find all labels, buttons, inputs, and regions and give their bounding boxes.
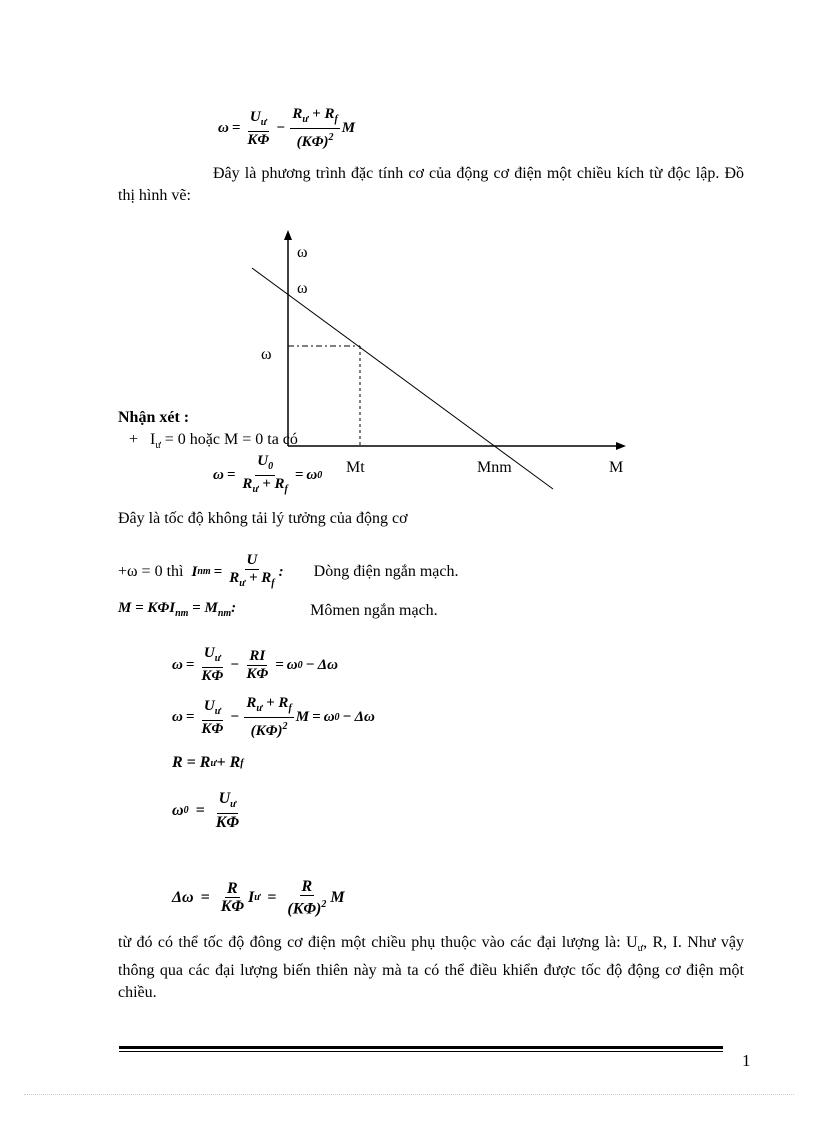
page-edge-dotted-line (24, 1094, 794, 1095)
x-axis-arrow (616, 442, 626, 450)
remark-heading: Nhận xét : (118, 409, 190, 426)
omega0-label: ω (297, 280, 308, 297)
ideal-speed-text: Đây là tốc độ không tải lý tưởng của động cơ (118, 510, 408, 527)
equation-omega0: ω = $\frac{U_0}{R_ư + R_f}$ = ω 0 (213, 453, 323, 495)
equation-2: ω = $\frac{U_ư}{K\Phi}$ − $\frac{R_ư + R_f}{(K\Phi)^2}$ M = ω 0 − Δω (172, 695, 375, 739)
y-axis-label: ω (297, 244, 308, 261)
page-number: 1 (742, 1051, 751, 1070)
short-torque-line: $M = K\Phi I_{nm} = M_{nm}$: Mômen ngắn mạch. (118, 600, 438, 619)
equation-3: R = R ư + R f (172, 754, 244, 771)
footer-rule-thick (119, 1046, 723, 1049)
equation-4: ω 0 = $\frac{U_ư}{K\Phi}$ (172, 790, 239, 832)
equation-1: ω = $\frac{U_ư}{K\Phi}$ − $\frac{RI}{K\Phi}$ = ω 0 − Δω (172, 645, 338, 684)
short-current-line: +ω = 0 thì I nm = $\frac{U}{R_ư + R_f}$ : Dòng điện ngắn mạch. (118, 552, 459, 589)
m-axis-label: M (609, 459, 624, 476)
equation-delta: Δω = $\frac{R}{K\Phi}$ I ư = $\frac{R}{(K\Phi)^2}$ M (172, 878, 345, 918)
speed-torque-graph (240, 228, 640, 490)
remark-item-1: + $I_ư = 0$ hoặc M = 0 ta có (129, 431, 298, 452)
intro-paragraph: Đây là phương trình đặc tính cơ của động cơ điện một chiều kích từ độc lập. Đồ thị hình vẽ: (118, 165, 744, 204)
conclusion-paragraph: từ đó có thể tốc độ đông cơ điện một chiều phụ thuộc vào các đại lượng là: $U_ư$, R, I. Như vậy thông qua các đại lượng biến thiên này mà ta có thể điều khiển được tốc độ động cơ điện một chiều. (118, 934, 744, 1002)
mt-label: Mt (346, 459, 365, 476)
equation-speed: ω = $\frac{U_ư}{K\Phi}$ − $\frac{R_ư + R_f}{(K\Phi)^2}$ M (218, 106, 356, 150)
omega-label: ω (261, 346, 272, 363)
footer-rule-thin (119, 1051, 723, 1052)
y-axis-arrow (284, 230, 292, 240)
mnm-label: Mnm (477, 459, 512, 476)
